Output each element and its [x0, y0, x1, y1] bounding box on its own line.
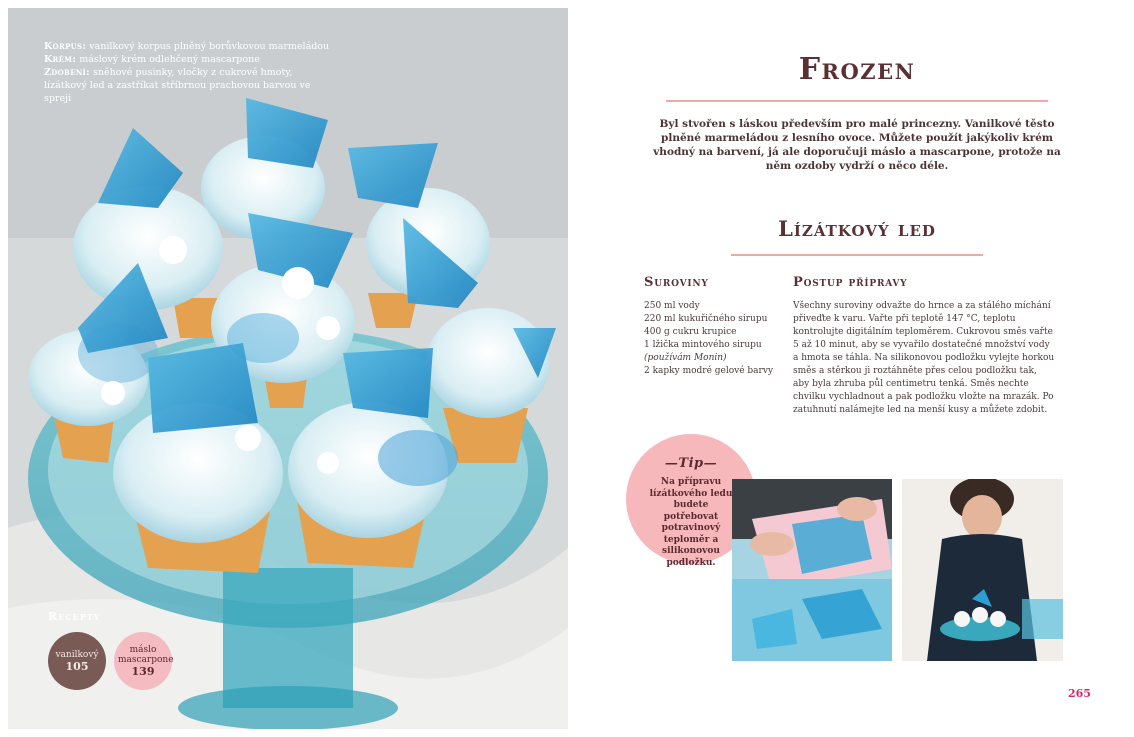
- intro-text: Byl stvořen s láskou především pro malé princezny. Vanilkové těsto plněné marmeládou z lesního ovoce. Můžete použít jakýkoliv krém vhodný na barvení, já ale doporučuji máslo a mascarpone, protože na něm ozdoby vydrží o něco déle.: [653, 118, 1061, 172]
- section-title: Lízátkový led: [778, 216, 936, 241]
- ingredient-item: 400 g cukru krupice: [644, 327, 737, 337]
- korpus-label: Korpus:: [44, 41, 87, 52]
- ingredients-heading: Suroviny: [644, 275, 709, 290]
- photo-ice-shards: [732, 479, 892, 661]
- ingredient-item: 2 kapky modré gelové barvy: [644, 366, 774, 376]
- method-text: Všechny suroviny odvažte do hrnce a za stálého míchání přiveďte k varu. Vařte při teplotě 147 °C, teplotu kontrolujte digitálním teploměrem. Cukrovou směs vařte 5 až 10 minut, aby se vyvařilo dostatečné množství vody a hmota se táhla. Na silikonovou podložku vylejte horkou směs a stěrkou ji roztáhněte přes celou podložku tak, aby byla zhruba půl centimetru tenká. Směs nechte chvilku vychladnout a pak podložku vložte na mrazák. Po zatuhnutí nalámejte led na menší kusy a můžete zdobit.: [793, 301, 1055, 415]
- title-divider: [666, 100, 1048, 102]
- recipe-name: vanilkový: [55, 650, 99, 660]
- recipe-link-vanilkovy[interactable]: [48, 632, 106, 690]
- ingredients-list: [644, 300, 784, 378]
- recipe-name: máslo mascarpone: [118, 645, 174, 665]
- section-divider: [731, 254, 983, 256]
- ingredient-item: 220 ml kukuřičného sirupu: [644, 314, 768, 324]
- photo-decorating: [902, 479, 1063, 661]
- zdobeni-label: Zdobení:: [44, 67, 90, 78]
- zdobeni-text: sněhové pusinky, vločky z cukrové hmoty, lízátkový led a zastříkat stříbrnou prachovou barvou ve spreji: [44, 67, 311, 104]
- tip-heading: —Tip—: [664, 456, 718, 471]
- recipes-title: Recepty: [48, 610, 101, 623]
- korpus-text: vanilkový korpus plněný borůvkovou marmeládou: [86, 41, 330, 52]
- method-heading: Postup přípravy: [793, 275, 908, 290]
- recipe-page: 105: [65, 660, 89, 673]
- photo-caption: [44, 40, 334, 105]
- krem-label: Krém:: [44, 54, 77, 65]
- recipe-link-maslo-mascarpone[interactable]: [114, 632, 172, 690]
- ingredient-note: (používám Monin): [644, 353, 727, 363]
- ingredient-item: 1 lžička mintového sirupu: [644, 340, 762, 350]
- krem-text: máslový krém odlehčený mascarpone: [76, 54, 260, 65]
- page-title: Frozen: [798, 52, 916, 87]
- page-number: 265: [1068, 687, 1091, 700]
- tip-text: Na přípravu lízátkového ledu budete potřebovat potravinový teploměr a silikonovou podložku.: [649, 477, 733, 568]
- recipe-page: 139: [131, 665, 155, 678]
- cupcake-photo: [8, 8, 568, 729]
- ingredient-item: 250 ml vody: [644, 301, 700, 311]
